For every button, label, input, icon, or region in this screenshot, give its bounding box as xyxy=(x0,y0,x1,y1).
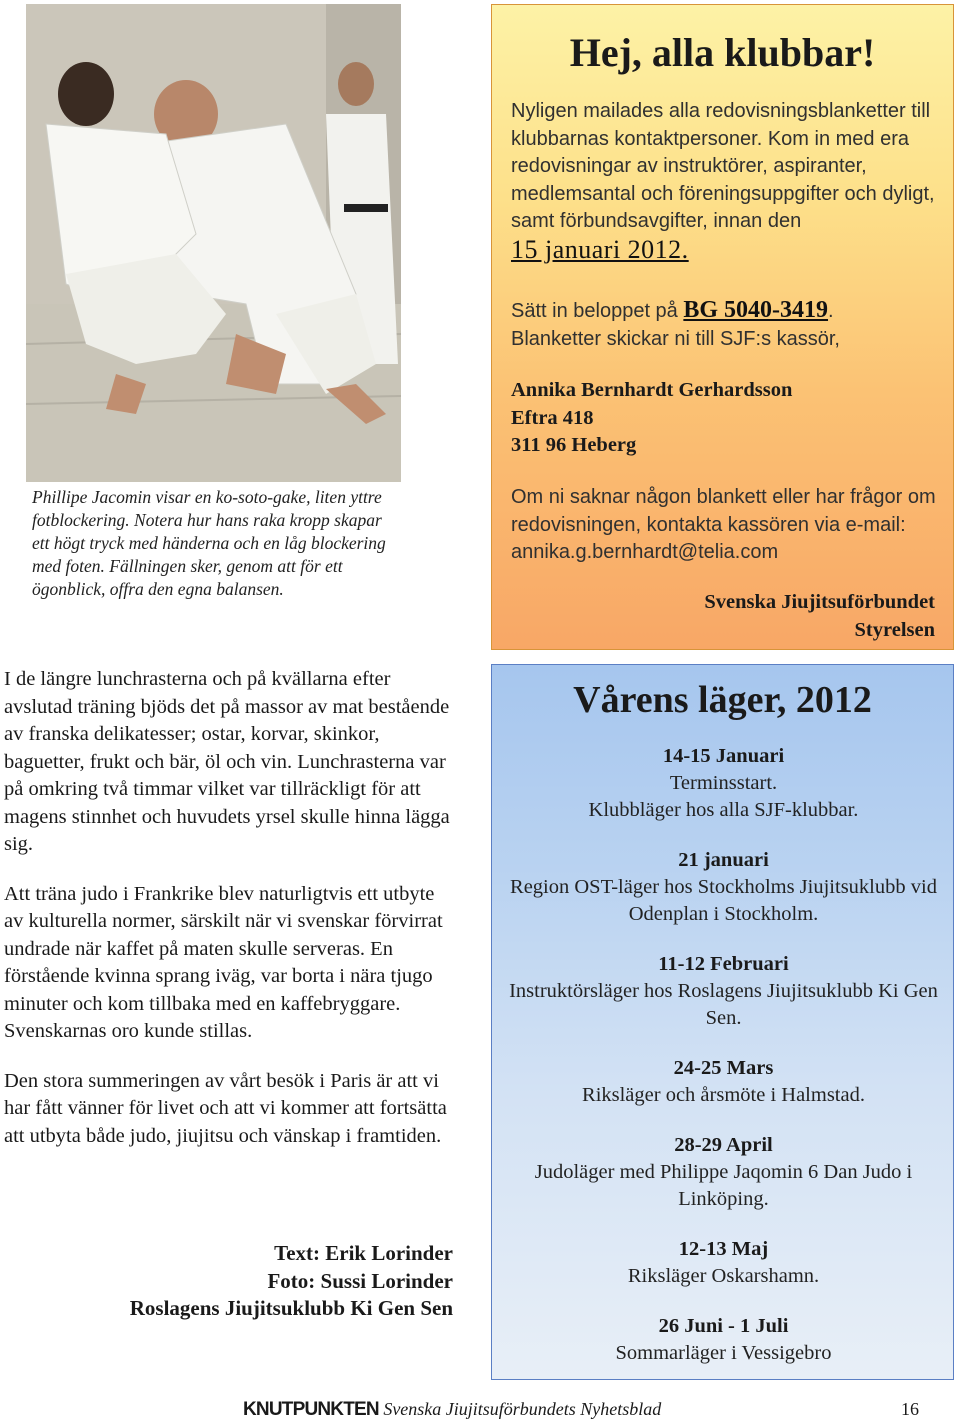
camp-event xyxy=(498,951,949,1032)
camps-list xyxy=(498,743,949,1390)
camp-event xyxy=(498,743,949,824)
camp-date: 26 Juni - 1 Juli xyxy=(658,1315,789,1337)
notice-intro xyxy=(511,98,941,266)
camp-description: Riksläger Oskarshamn. xyxy=(627,1265,820,1287)
bank-account: BG 5040-3419 xyxy=(683,297,829,323)
forms-line: Blanketter skickar ni till SJF:s kassör, xyxy=(511,327,840,350)
camp-description: Riksläger och årsmöte i Halmstad. xyxy=(582,1084,865,1106)
address-city: 311 96 Heberg xyxy=(511,434,637,456)
article-credits xyxy=(40,1240,453,1323)
camp-event xyxy=(498,1055,949,1109)
camp-event xyxy=(498,1313,949,1367)
camp-event xyxy=(498,847,949,928)
photo-caption: Phillipe Jacomin visar en ko-soto-gake, liten yttre fotblockering. Notera hur hans raka kropp skapar ett högt tryck med händerna och en låg blockering med foten. Fällningen sker, genom att för ett ögonblick, offra den egna balansen. xyxy=(32,487,386,599)
camp-date: 14-15 Januari xyxy=(662,745,785,767)
article-paragraph: Att träna judo i Frankrike blev naturligtvis ett utbyte av kulturella normer, särskilt när vi svenskar förvirrat undrade när kaffet på maten skulle serveras. En förstående kvinna sprang iväg, var borta i nära tjugo minuter och kom tillbaka med en kaffebryggare. Svenskarnas oro kunde stillas. xyxy=(4,882,443,1042)
camp-description: Judoläger med Philippe Jaqomin 6 Dan Judo i Linköping. xyxy=(534,1161,913,1210)
credit-club: Roslagens Jiujitsuklubb Ki Gen Sen xyxy=(129,1296,453,1320)
camp-description: Klubbläger hos alla SJF-klubbar. xyxy=(588,799,859,821)
newsletter-subtitle: Svenska Jiujitsuförbundets Nyhetsblad xyxy=(383,1399,662,1419)
camps-box xyxy=(491,664,954,1380)
camp-description: Instruktörsläger hos Roslagens Jiujitsuklubb Ki Gen Sen. xyxy=(509,980,938,1029)
camp-date: 12-13 Maj xyxy=(678,1238,769,1260)
article-body xyxy=(4,666,454,1172)
camp-description: Region OST-läger hos Stockholms Jiujitsuklubb vid Odenplan i Stockholm. xyxy=(510,876,937,925)
article-paragraph: I de längre lunchrasterna och på kvällarna efter avslutad träning bjöds det på massor av mat bestående av franska delikatesser; ostar, korvar, skinkor, baguetter, frukt och bär, öl och vin. Lunchrasterna var på omkring två timmar vilket var tillräckligt för att magens stinnhet och huvudets yrsel skulle hinna lägga sig. xyxy=(4,668,450,855)
camps-title: Vårens läger, 2012 xyxy=(573,679,872,721)
page-footer xyxy=(243,1396,661,1423)
camp-event xyxy=(498,1132,949,1213)
newsletter-brand: KNUTPUNKTEN xyxy=(243,1399,379,1420)
camp-date: 11-12 Februari xyxy=(658,953,789,975)
payment-suffix: . xyxy=(828,300,834,322)
credit-photo: Foto: Sussi Lorinder xyxy=(267,1268,453,1293)
notice-intro-text: Nyligen mailades alla redovisningsblanketter till klubbarnas kontaktpersoner. Kom in med era redovisningar av instruktörer, aspiranter, medlemsantal och föreningsuppgifter och dyligt, samt förbundsavgifter, innan den xyxy=(511,100,935,232)
camp-date: 21 januari xyxy=(678,849,769,871)
camp-description: Terminsstart. xyxy=(669,772,778,794)
notice-title: Hej, alla klubbar! xyxy=(569,30,876,75)
signature-org: Svenska Jiujitsuförbundet xyxy=(704,591,935,613)
address-street: Eftra 418 xyxy=(511,406,594,429)
payment-prefix: Sätt in beloppet på xyxy=(511,300,684,322)
notice-contact: Om ni saknar någon blankett eller har frågor om redovisningen, kontakta kassören via e-mail: annika.g.bernhardt@telia.com xyxy=(511,486,936,563)
treasurer-address xyxy=(511,377,941,460)
notice-payment xyxy=(511,297,941,353)
credit-text: Text: Erik Lorinder xyxy=(274,1241,453,1265)
judo-photo xyxy=(26,4,401,482)
camp-date: 24-25 Mars xyxy=(673,1057,774,1079)
camp-date: 28-29 April xyxy=(674,1134,773,1156)
page-number: 16 xyxy=(901,1399,919,1419)
notice-deadline: 15 januari 2012. xyxy=(511,234,689,264)
signature-board: Styrelsen xyxy=(854,619,935,641)
judo-photo-illustration xyxy=(26,4,401,482)
article-paragraph: Den stora summeringen av vårt besök i Paris är att vi har fått vänner för livet och att vi kommer att fortsätta att utbyta både judo, jiujitsu och vänskap i framtiden. xyxy=(4,1069,447,1147)
notice-box xyxy=(491,4,954,650)
notice-signature xyxy=(511,588,935,644)
camp-event xyxy=(498,1236,949,1290)
address-name: Annika Bernhardt Gerhardsson xyxy=(511,379,793,401)
camp-description: Sommarläger i Vessigebro xyxy=(615,1342,832,1364)
